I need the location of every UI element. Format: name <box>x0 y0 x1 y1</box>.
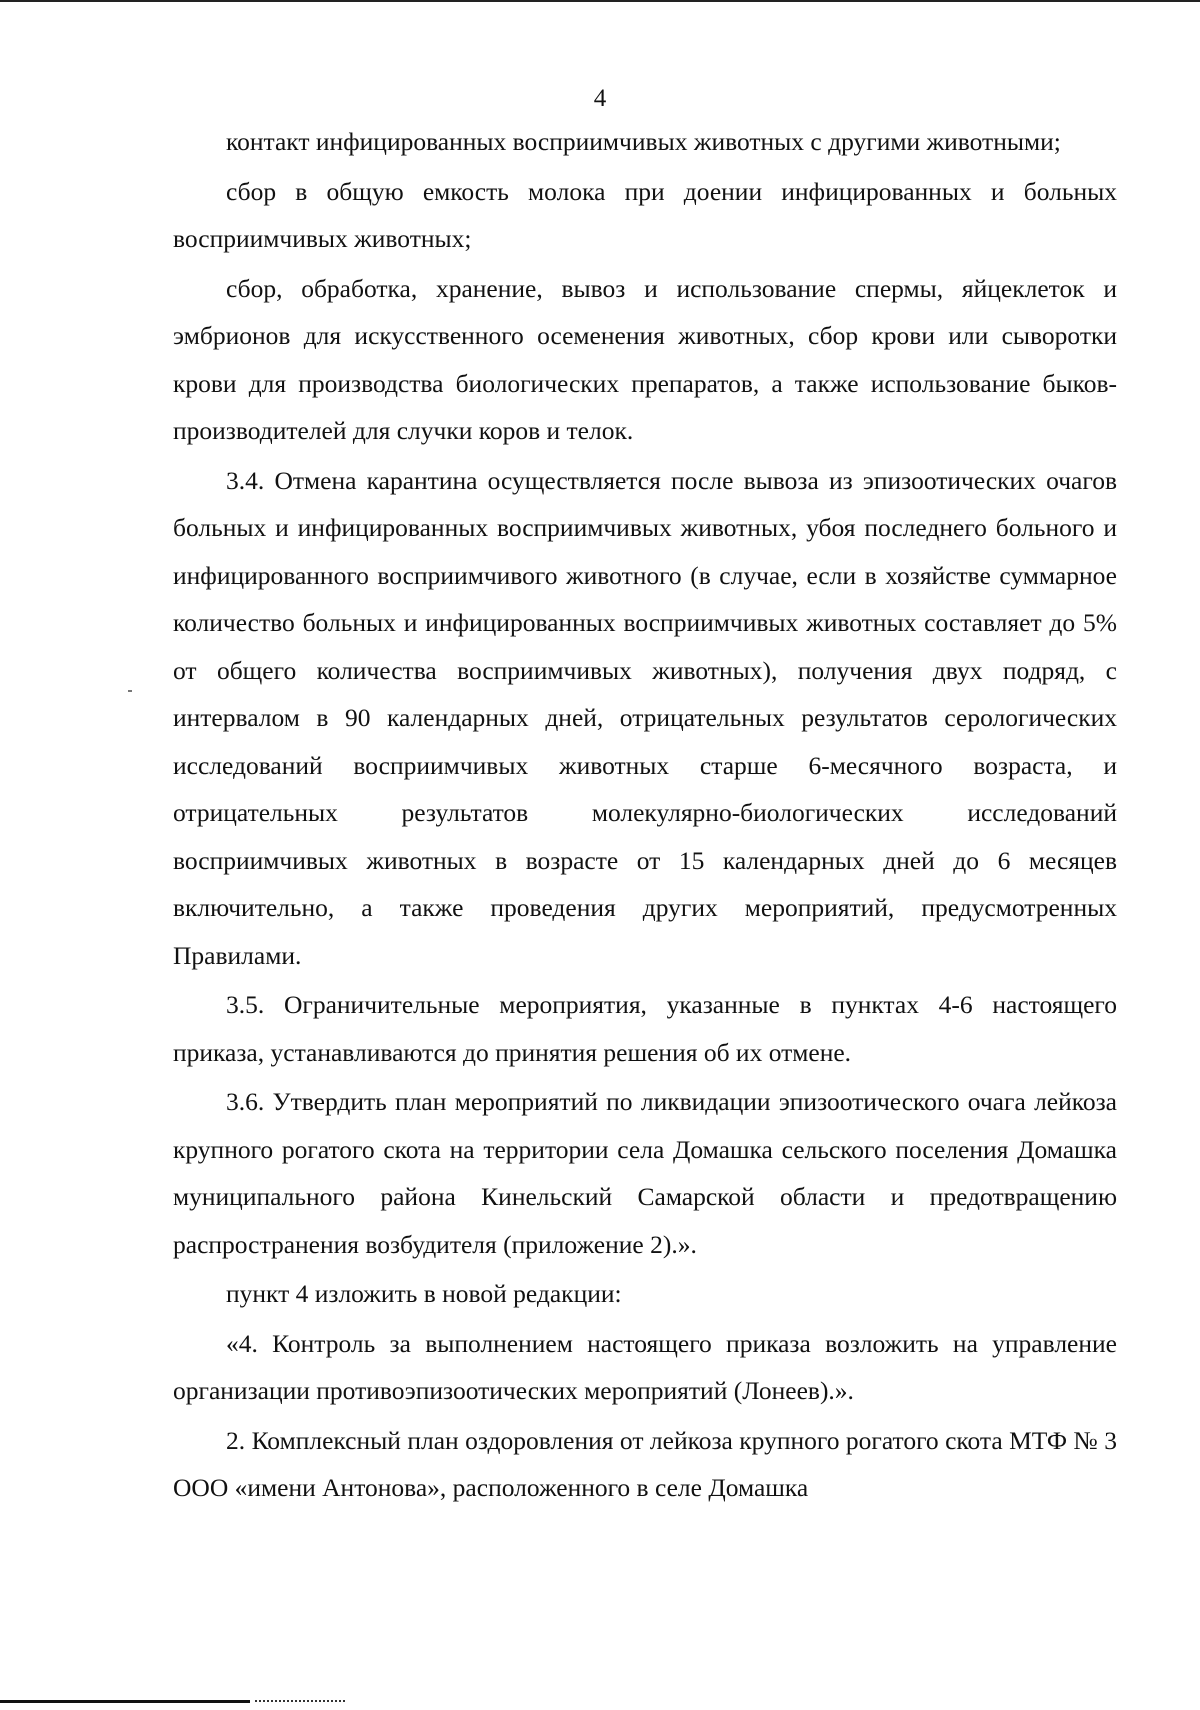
paragraph-3-4-quarantine-cancel: 3.4. Отмена карантина осуществляется после вывоза из эпизоотических очагов больных и инфицированных восприимчивых животных, убоя последнего больного и инфицированного восприимчивого животного (в случае, если в хозяйстве суммарное количество больных и инфицированных восприимчивых животных составляет до 5% от общего количества восприимчивых животных), получения двух подряд, с интервалом в 90 календарных дней, отрицательных результатов серологических исследований восприимчивых животных старше 6-месячного возраста, и отрицательных результатов молекулярно-биологических исследований восприимчивых животных в возрасте от 15 календарных дней до 6 месяцев включительно, а также проведения других мероприятий, предусмотренных Правилами. <box>173 465 1117 970</box>
paragraph-item-4-control: «4. Контроль за выполнением настоящего приказа возложить на управление организации противоэпизоотических мероприятий (Лонеев).». <box>173 1328 1117 1405</box>
document-body <box>173 118 1117 1512</box>
scan-speck <box>128 690 132 692</box>
bottom-scan-fragment <box>255 1700 345 1704</box>
paragraph-2-complex-plan: 2. Комплексный план оздоровления от лейкоза крупного рогатого скота МТФ № 3 ООО «имени Антонова», расположенного в селе Домашка <box>173 1425 1117 1502</box>
paragraph-contact-animals: контакт инфицированных восприимчивых животных с другими животными; <box>226 127 1061 156</box>
paragraph-item-4-new-wording: пункт 4 изложить в новой редакции: <box>226 1279 622 1308</box>
paragraph-3-5-restrictions: 3.5. Ограничительные мероприятия, указанные в пунктах 4-6 настоящего приказа, устанавливаются до принятия решения об их отмене. <box>173 990 1117 1067</box>
paragraph-sperm-embryos: сбор, обработка, хранение, вывоз и использование спермы, яйцеклеток и эмбрионов для искусственного осеменения животных, сбор крови или сыворотки крови для производства биологических препаратов, а также использование быков-производителей для случки коров и телок. <box>173 273 1117 445</box>
top-scan-border <box>0 0 1200 2</box>
paragraph-3-6-approve-plan: 3.6. Утвердить план мероприятий по ликвидации эпизоотического очага лейкоза крупного рогатого скота на территории села Домашка сельского поселения Домашка муниципального района Кинельский Самарской области и предотвращению распространения возбудителя (приложение 2).». <box>173 1087 1117 1259</box>
bottom-scan-border <box>0 1700 250 1703</box>
paragraph-milk-collection: сбор в общую емкость молока при доении инфицированных и больных восприимчивых животных; <box>173 176 1117 253</box>
page-number: 4 <box>593 85 607 112</box>
